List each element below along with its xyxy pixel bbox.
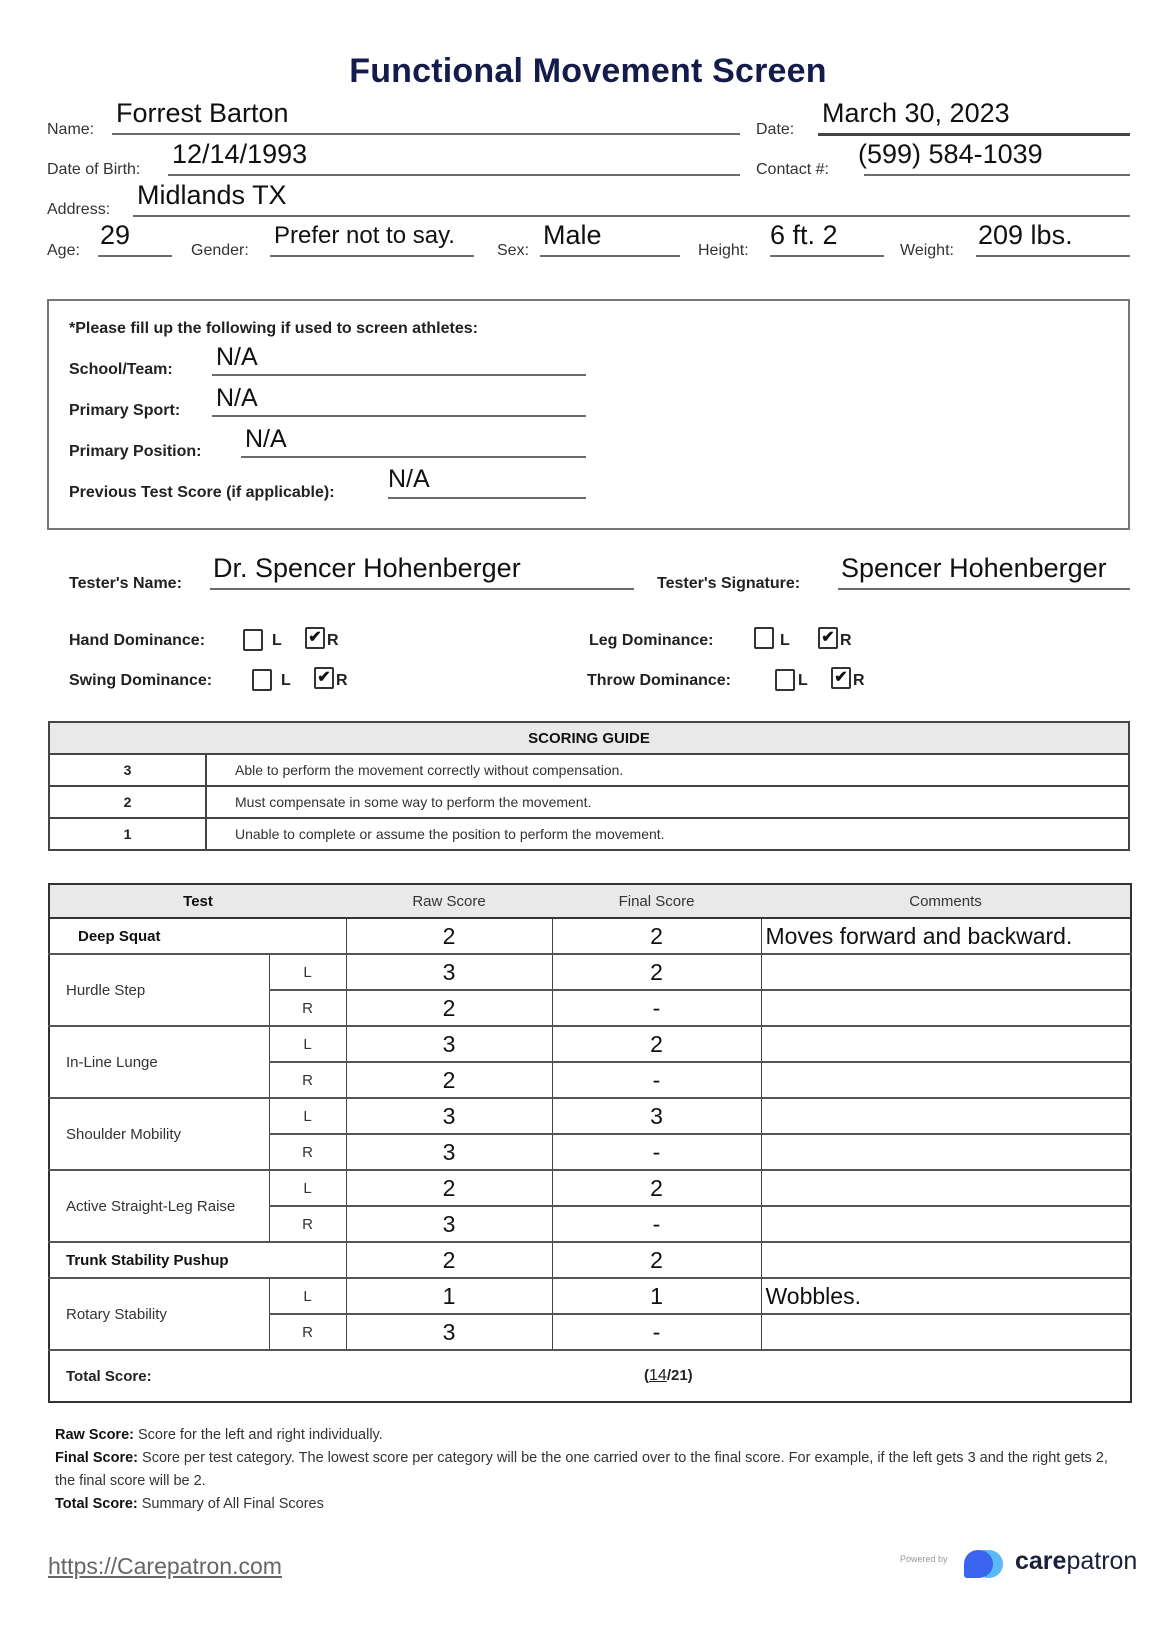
final-score-note-text: Score per test category. The lowest score per category will be the one carried over to the final score. For example, if the left gets 3 and the right gets 2, the final score will be 2. (55, 1450, 1108, 1489)
gender-label: Gender: (191, 242, 249, 259)
height-value[interactable]: 6 ft. 2 (770, 220, 838, 250)
address-value[interactable]: Midlands TX (137, 180, 287, 210)
sex-label: Sex: (497, 242, 530, 259)
school-value[interactable]: N/A (216, 343, 258, 371)
raw-score[interactable]: 3 (346, 954, 552, 990)
raw-score[interactable]: 3 (346, 1134, 552, 1170)
weight-label: Weight: (900, 242, 954, 259)
throw-dominance-label: Throw Dominance: (587, 672, 732, 689)
guide-score: 1 (49, 818, 206, 850)
final-score[interactable]: 2 (552, 954, 761, 990)
comment[interactable] (761, 954, 1131, 990)
side-right: R (269, 990, 346, 1026)
sex-value[interactable]: Male (543, 220, 602, 250)
comment[interactable] (761, 1206, 1131, 1242)
total-score-cell (552, 1350, 1131, 1402)
swing-dominance-right-checkbox[interactable] (314, 667, 334, 689)
gender-underline (270, 255, 474, 257)
athlete-note: *Please fill up the following if used to screen athletes: (69, 320, 478, 337)
tester-signature-value[interactable]: Spencer Hohenberger (841, 553, 1107, 583)
raw-score[interactable]: 1 (346, 1278, 552, 1314)
check-icon: ✔ (308, 629, 322, 646)
raw-score[interactable]: 3 (346, 1098, 552, 1134)
table-row-trunk-stability (49, 1242, 1131, 1278)
position-value[interactable]: N/A (245, 425, 287, 453)
final-score[interactable]: 2 (552, 1026, 761, 1062)
check-icon: ✔ (821, 629, 835, 646)
throw-dominance-right-checkbox[interactable] (831, 667, 851, 689)
height-underline (770, 255, 884, 257)
name-label: Name: (47, 121, 95, 138)
contact-value[interactable]: (599) 584-1039 (858, 139, 1043, 169)
raw-score[interactable]: 2 (346, 1062, 552, 1098)
name-underline (112, 133, 740, 135)
scoring-guide-row (49, 818, 1129, 850)
table-row-hurdle-step-left (49, 954, 1131, 990)
page-title: Functional Movement Screen (349, 52, 827, 90)
side-right: R (269, 1206, 346, 1242)
test-name: Hurdle Step (49, 954, 269, 1026)
raw-score[interactable]: 2 (346, 1170, 552, 1206)
comment[interactable] (761, 1314, 1131, 1350)
score-notes (55, 1424, 1130, 1516)
side-right: R (269, 1134, 346, 1170)
sport-underline (212, 415, 586, 417)
gender-value[interactable]: Prefer not to say. (274, 222, 455, 249)
leg-dominance-right-checkbox[interactable] (818, 627, 838, 649)
raw-score[interactable]: 3 (346, 1206, 552, 1242)
contact-underline (864, 174, 1130, 176)
school-label: School/Team: (69, 361, 173, 378)
hand-dominance-left-label: L (272, 632, 282, 649)
final-score[interactable]: 2 (552, 918, 761, 954)
guide-description: Able to perform the movement correctly without compensation. (206, 754, 1129, 786)
table-row-aslr-left (49, 1170, 1131, 1206)
weight-value[interactable]: 209 lbs. (978, 220, 1073, 250)
powered-by-text: Powered by (900, 1554, 948, 1564)
side-right: R (269, 1314, 346, 1350)
name-value[interactable]: Forrest Barton (116, 98, 289, 128)
side-left: L (269, 1098, 346, 1134)
test-results-table (48, 883, 1132, 1403)
carepatron-logo-icon (963, 1548, 1011, 1580)
total-score-note-label: Total Score: (55, 1496, 138, 1512)
hand-dominance-left-checkbox[interactable] (243, 629, 263, 651)
side-right: R (269, 1062, 346, 1098)
total-score-value[interactable]: 14 (649, 1367, 667, 1384)
comment[interactable] (761, 1026, 1131, 1062)
age-underline (98, 255, 172, 257)
address-label: Address: (47, 201, 111, 218)
final-score[interactable]: - (552, 1314, 761, 1350)
total-open-paren: ( (644, 1367, 650, 1384)
guide-score: 3 (49, 754, 206, 786)
final-score[interactable]: - (552, 990, 761, 1026)
final-score[interactable]: 1 (552, 1278, 761, 1314)
comment[interactable] (761, 1134, 1131, 1170)
leg-dominance-right-label: R (840, 632, 852, 649)
table-row-deep-squat (49, 918, 1131, 954)
side-left: L (269, 1026, 346, 1062)
side-left: L (269, 1278, 346, 1314)
comment[interactable] (761, 1062, 1131, 1098)
hand-dominance-right-checkbox[interactable] (305, 627, 325, 649)
test-name: Deep Squat (49, 918, 346, 954)
final-score[interactable]: 3 (552, 1098, 761, 1134)
header-comments: Comments (761, 884, 1131, 918)
school-underline (212, 374, 586, 376)
leg-dominance-label: Leg Dominance: (589, 632, 714, 649)
table-row-inline-lunge-left (49, 1026, 1131, 1062)
sport-value[interactable]: N/A (216, 384, 258, 412)
scoring-guide-title: SCORING GUIDE (49, 722, 1129, 754)
swing-dominance-right-label: R (336, 672, 348, 689)
brand-bold: care (1015, 1547, 1067, 1575)
final-score[interactable]: - (552, 1062, 761, 1098)
raw-score[interactable]: 3 (346, 1314, 552, 1350)
dob-underline (168, 174, 740, 176)
hand-dominance-right-label: R (327, 632, 339, 649)
test-name: Trunk Stability Pushup (49, 1242, 346, 1278)
final-score[interactable]: - (552, 1206, 761, 1242)
table-row-shoulder-mobility-left (49, 1098, 1131, 1134)
prev-score-value[interactable]: N/A (388, 465, 430, 493)
age-value[interactable]: 29 (100, 220, 131, 250)
guide-description: Must compensate in some way to perform the movement. (206, 786, 1129, 818)
throw-dominance-left-checkbox[interactable] (775, 669, 795, 691)
carepatron-link[interactable]: https://Carepatron.com (48, 1553, 282, 1579)
throw-dominance-right-label: R (853, 672, 865, 689)
swing-dominance-label: Swing Dominance: (69, 672, 213, 689)
total-score-label: Total Score: (49, 1350, 552, 1402)
contact-label: Contact #: (756, 161, 829, 178)
final-score[interactable]: 2 (552, 1170, 761, 1206)
test-name: Rotary Stability (49, 1278, 269, 1350)
guide-score: 2 (49, 786, 206, 818)
final-score-note-label: Final Score: (55, 1450, 138, 1466)
weight-underline (976, 255, 1130, 257)
tester-name-label: Tester's Name: (69, 575, 182, 592)
comment[interactable] (761, 1242, 1131, 1278)
test-name: Active Straight-Leg Raise (49, 1170, 269, 1242)
comment[interactable] (761, 1170, 1131, 1206)
final-score[interactable]: 2 (552, 1242, 761, 1278)
table-row-total (49, 1350, 1131, 1402)
dob-label: Date of Birth: (47, 161, 141, 178)
header-raw-score: Raw Score (346, 884, 552, 918)
raw-score-note-label: Raw Score: (55, 1427, 134, 1443)
tester-signature-underline (838, 588, 1130, 590)
leg-dominance-left-label: L (780, 632, 790, 649)
comment[interactable]: Moves forward and backward. (761, 918, 1131, 954)
tester-name-underline (210, 588, 634, 590)
check-icon: ✔ (317, 669, 331, 686)
prev-score-label: Previous Test Score (if applicable): (69, 484, 335, 501)
check-icon: ✔ (834, 669, 848, 686)
tester-name-value[interactable]: Dr. Spencer Hohenberger (213, 553, 521, 583)
scoring-guide-table (48, 721, 1130, 851)
position-label: Primary Position: (69, 443, 202, 460)
carepatron-brand (1015, 1547, 1137, 1576)
side-left: L (269, 1170, 346, 1206)
prev-score-underline (388, 497, 586, 499)
guide-description: Unable to complete or assume the position to perform the movement. (206, 818, 1129, 850)
sport-label: Primary Sport: (69, 402, 181, 419)
scoring-guide-row (49, 786, 1129, 818)
comment[interactable]: Wobbles. (761, 1278, 1131, 1314)
position-underline (241, 456, 586, 458)
total-score-max: /21) (666, 1367, 693, 1384)
date-underline (818, 133, 1130, 136)
raw-score[interactable]: 2 (346, 1242, 552, 1278)
header-final-score: Final Score (552, 884, 761, 918)
raw-score[interactable]: 3 (346, 1026, 552, 1062)
date-value[interactable]: March 30, 2023 (822, 98, 1010, 128)
address-underline (133, 215, 1130, 217)
table-row-rotary-stability-left (49, 1278, 1131, 1314)
swing-dominance-left-label: L (281, 672, 291, 689)
tester-signature-label: Tester's Signature: (657, 575, 801, 592)
swing-dominance-left-checkbox[interactable] (252, 669, 272, 691)
throw-dominance-left-label: L (798, 672, 808, 689)
raw-score[interactable]: 2 (346, 918, 552, 954)
sex-underline (540, 255, 680, 257)
age-label: Age: (47, 242, 80, 259)
test-name: In-Line Lunge (49, 1026, 269, 1098)
total-score-note-text: Summary of All Final Scores (137, 1496, 324, 1512)
height-label: Height: (698, 242, 749, 259)
test-name: Shoulder Mobility (49, 1098, 269, 1170)
scoring-guide-row (49, 754, 1129, 786)
date-label: Date: (756, 121, 795, 138)
side-left: L (269, 954, 346, 990)
dob-value[interactable]: 12/14/1993 (172, 139, 308, 169)
comment[interactable] (761, 1098, 1131, 1134)
raw-score[interactable]: 2 (346, 990, 552, 1026)
header-test: Test (49, 884, 346, 918)
raw-score-note-text: Score for the left and right individually. (133, 1427, 383, 1443)
brand-rest: patron (1066, 1547, 1138, 1575)
leg-dominance-left-checkbox[interactable] (754, 627, 774, 649)
comment[interactable] (761, 990, 1131, 1026)
hand-dominance-label: Hand Dominance: (69, 632, 206, 649)
final-score[interactable]: - (552, 1134, 761, 1170)
